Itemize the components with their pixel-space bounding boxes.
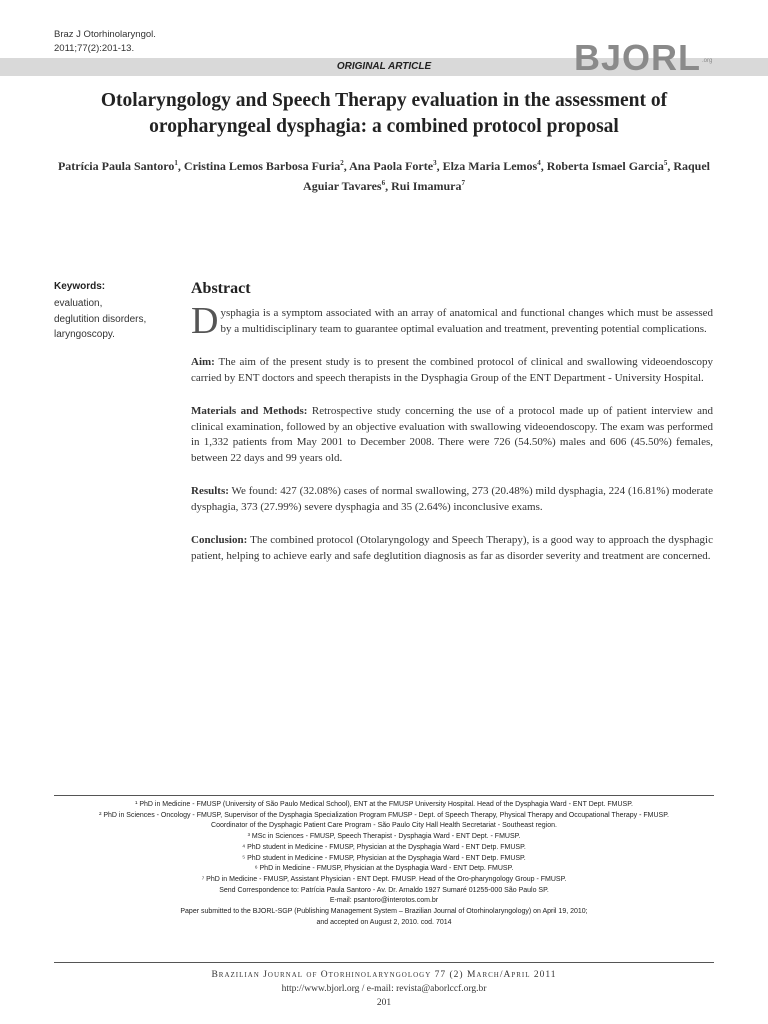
author-name: Rui Imamura xyxy=(391,179,462,193)
page-footer xyxy=(54,968,714,1010)
footnote-line: ¹ PhD in Medicine - FMUSP (University of São Paulo Medical School), ENT at the FMUSP University Hospital. Head of the Dysphagia Ward - ENT Dept. FMUSP. xyxy=(135,801,633,808)
footnote-line: Send Correspondence to: Patrícia Paula Santoro - Av. Dr. Arnaldo 1927 Sumaré 01255-000 São Paulo SP. xyxy=(219,886,549,894)
abstract-aim xyxy=(191,355,713,386)
footer-journal-line: Brazilian Journal of Otorhinolaryngology 77 (2) March/April 2011 xyxy=(211,970,557,980)
methods-label: Materials and Methods: xyxy=(191,405,308,417)
keyword-item: laryngoscopy. xyxy=(54,329,115,340)
footnote-line: Paper submitted to the BJORL-SGP (Publishing Management System – Brazilian Journal of Otorhinolaryngology) on April 19, 2010; xyxy=(180,908,588,916)
footnote-line: ⁷ PhD in Medicine - FMUSP, Assistant Physician - ENT Dept. FMUSP. Head of the Oro-pharyngology Group - FMUSP. xyxy=(201,875,567,883)
footnote-line: Coordinator of the Dysphagic Patient Care Program - São Paulo City Hall Health Secretariat - Southeast region. xyxy=(211,822,557,830)
author-separator: , xyxy=(667,159,674,173)
keywords-heading: Keywords: xyxy=(54,281,106,292)
keyword-item: deglutition disorders, xyxy=(54,313,147,325)
footnotes xyxy=(54,800,714,928)
aim-label: Aim: xyxy=(191,356,215,368)
results-text: We found: 427 (32.08%) cases of normal swallowing, 273 (20.48%) mild dysphagia, 224 (16.81%) moderate dysphagia, 373 (27.99%) severe dysphagia and 35 (2.64%) inconclusive exams. xyxy=(191,485,713,513)
keywords-list xyxy=(54,296,146,343)
author-affiliation-mark: 4 xyxy=(537,159,541,167)
author-affiliation-mark: 3 xyxy=(433,159,437,167)
footnote-line: E-mail: psantoro@interotos.com.br xyxy=(329,897,439,905)
footnote-line: ⁴ PhD student in Medicine - FMUSP, Physician at the Dysphagia Ward - ENT Detp. FMUSP. xyxy=(242,843,526,851)
footnote-line: ⁵ PhD student in Medicine - FMUSP, Physician at the Dysphagia Ward - ENT Detp. FMUSP. xyxy=(242,854,526,862)
author-separator: , xyxy=(385,179,392,193)
footnote-divider xyxy=(54,795,714,796)
author-separator: , xyxy=(436,159,443,173)
methods-text: Retrospective study concerning the use of a protocol made up of patient interview and clinical examination, followed by an objective evaluation with swallowing videoendoscopy. The exam was performed in 1,332 patients from May 2001 to December 2008. There were 726 (54.50%) males and 606 (45.50%) females, between 22 days and 99 years old. xyxy=(191,405,714,464)
footnote-line: ² PhD in Sciences - Oncology - FMUSP, Supervisor of the Dysphagia Specialization Program FMUSP - Dept. of Speech Therapy, Physical Therapy and Occupational Therapy - FMUSP. xyxy=(99,811,669,819)
journal-logo-suffix: .org xyxy=(702,58,713,64)
author-name: Roberta Ismael Garcia xyxy=(546,159,664,173)
conclusion-text: The combined protocol (Otolaryngology and Speech Therapy), is a good way to approach the dysphagic patient, helping to achieve early and safe deglutition diagnosis as far as disorder severity and treatment are concerned. xyxy=(191,534,713,562)
author-affiliation-mark: 6 xyxy=(381,179,386,187)
author-name: Ana Paola Forte xyxy=(349,159,434,173)
footer-divider xyxy=(54,962,714,963)
author-name: Patrícia Paula Santoro xyxy=(57,159,175,173)
author-name: Cristina Lemos Barbosa Furia xyxy=(183,159,341,173)
abstract-conclusion xyxy=(191,533,713,564)
keyword-item: evaluation, xyxy=(54,298,103,309)
journal-reference xyxy=(54,28,156,56)
abstract-methods xyxy=(191,404,713,466)
article-title: Otolaryngology and Speech Therapy evaluation in the assessment of oropharyngeal dysphagia: a combined protocol proposal xyxy=(100,90,668,137)
footnote-line: ³ MSc in Sciences - FMUSP, Speech Therapist - Dysphagia Ward - ENT Dept. - FMUSP. xyxy=(247,833,521,841)
author-affiliation-mark: 2 xyxy=(340,159,344,167)
footnote-line: and accepted on August 2, 2010. cod. 7014 xyxy=(316,918,452,926)
author-affiliation-mark: 1 xyxy=(174,159,178,167)
author-affiliation-mark: 7 xyxy=(461,179,465,187)
journal-volume: 2011;77(2):201-13. xyxy=(54,43,135,54)
conclusion-label: Conclusion: xyxy=(191,534,248,546)
author-separator: , xyxy=(343,159,350,173)
drop-cap-letter: D xyxy=(191,300,219,342)
aim-text: The aim of the present study is to present the combined protocol of clinical and swallowing videoendoscopy carried by ENT doctors and speech therapists in the Dysphagia Group of the ENT Department - University Hospital. xyxy=(191,356,713,384)
abstract-body xyxy=(191,300,714,582)
footnote-line: ⁶ PhD in Medicine - FMUSP, Physician at the Dysphagia Ward - ENT Detp. FMUSP. xyxy=(254,865,514,873)
results-label: Results: xyxy=(191,485,229,497)
journal-logo: BJORL xyxy=(574,37,702,78)
author-affiliation-mark: 5 xyxy=(663,159,668,167)
author-list xyxy=(40,155,728,195)
author-name: Raquel Aguiar Tavares xyxy=(303,159,711,193)
abstract-results xyxy=(191,484,713,515)
page-number: 201 xyxy=(376,998,392,1008)
abstract-intro-text: ysphagia is a symptom associated with an array of anatomical and functional changes which must be assessed by a multidisciplinary team to guarantee optimal evaluation and treatment, preventing potential complications. xyxy=(220,307,713,335)
author-separator: , xyxy=(177,159,184,173)
abstract-heading: Abstract xyxy=(191,280,251,297)
abstract-intro xyxy=(191,300,713,342)
author-separator: , xyxy=(540,159,547,173)
article-type-label: ORIGINAL ARTICLE xyxy=(336,61,432,72)
author-name: Elza Maria Lemos xyxy=(442,159,538,173)
footer-web-line: http://www.bjorl.org / e-mail: revista@aborlccf.org.br xyxy=(281,984,487,994)
journal-citation: Braz J Otorhinolaryngol. xyxy=(54,29,156,40)
